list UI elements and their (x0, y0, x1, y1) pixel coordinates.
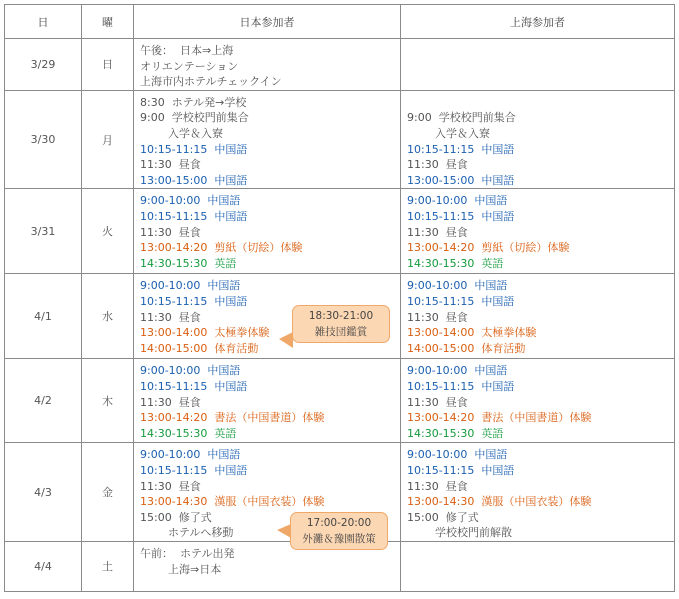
callout-walk-label: 外灘＆豫園散策 (302, 533, 376, 545)
shanghai-schedule-cell (401, 274, 675, 359)
weekday-cell: 木 (82, 359, 134, 443)
weekday-cell: 火 (82, 189, 134, 274)
schedule-line: 入学＆入寮 (407, 126, 490, 140)
callout-acrobatics-label: 雑技団鑑賞 (314, 326, 368, 338)
schedule-line (407, 95, 674, 111)
schedule-line: 13:00-14:20 書法（中国書道）体験 (407, 411, 592, 425)
schedule-line: 11:30 昼食 (140, 158, 201, 172)
callout-acrobatics (292, 305, 390, 343)
japan-schedule-cell (134, 359, 401, 443)
schedule-line: 15:00 修了式 (407, 510, 479, 524)
schedule-line: 10:15-11:15 中国語 (140, 463, 248, 477)
shanghai-schedule-cell (401, 189, 675, 274)
schedule-line: 10:15-11:15 中国語 (140, 379, 248, 393)
schedule-line: 13:00-14:00 太極拳体験 (407, 326, 537, 340)
header-japan-participants: 日本参加者 (134, 5, 401, 39)
schedule-line: 13:00-14:20 書法（中国書道）体験 (140, 411, 325, 425)
schedule-line: 11:30 昼食 (140, 225, 201, 239)
date-cell: 4/1 (5, 274, 82, 359)
schedule-line: 学校校門前解散 (407, 526, 512, 540)
shanghai-schedule-cell (401, 359, 675, 443)
schedule-line: 上海⇒日本 (140, 562, 222, 576)
schedule-line: 9:00-10:00 中国語 (140, 279, 241, 293)
date-cell: 4/2 (5, 359, 82, 443)
schedule-line: 14:30-15:30 英語 (407, 256, 504, 270)
schedule-line: 10:15-11:15 中国語 (407, 209, 515, 223)
japan-schedule-cell (134, 189, 401, 274)
date-cell: 3/29 (5, 39, 82, 91)
schedule-line: 9:00-10:00 中国語 (407, 279, 508, 293)
callout-acrobatics-time: 18:30-21:00 (308, 310, 374, 322)
schedule-line: 上海市内ホテルチェックイン (140, 75, 282, 89)
schedule-line: 9:00-10:00 中国語 (407, 364, 508, 378)
weekday-cell: 水 (82, 274, 134, 359)
weekday-cell: 土 (82, 541, 134, 591)
shanghai-schedule-cell (401, 541, 675, 591)
japan-schedule-cell (134, 39, 401, 91)
schedule-line: 10:15-11:15 中国語 (407, 142, 515, 156)
shanghai-schedule-cell (401, 90, 675, 189)
schedule-line: 13:00-14:30 漢服（中国衣装）体験 (140, 495, 325, 509)
schedule-line: 9:00-10:00 中国語 (140, 194, 241, 208)
schedule-line: 午後： 日本⇒上海 (140, 44, 234, 57)
schedule-line: 13:00-14:00 太極拳体験 (140, 326, 270, 340)
date-cell: 4/4 (5, 541, 82, 591)
callout-walk-pointer (277, 524, 291, 538)
schedule-line: 13:00-14:20 剪紙（切絵）体験 (140, 241, 303, 255)
date-cell: 3/31 (5, 189, 82, 274)
schedule-table (4, 4, 675, 592)
schedule-line: 11:30 昼食 (140, 479, 201, 493)
schedule-line: 入学＆入寮 (140, 126, 223, 140)
callout-walk (290, 512, 388, 550)
weekday-cell: 金 (82, 443, 134, 542)
header-shanghai-participants: 上海参加者 (401, 5, 675, 39)
schedule-line: 午前： ホテル出発 (140, 546, 235, 560)
schedule-line: 9:00-10:00 中国語 (407, 194, 508, 208)
schedule-row (5, 90, 675, 189)
schedule-line: 13:00-15:00 中国語 (407, 173, 515, 187)
header-row (5, 5, 675, 39)
schedule-line: 9:00 学校校門前集合 (407, 111, 516, 125)
schedule-line: 9:00-10:00 中国語 (407, 448, 508, 462)
schedule-line: 10:15-11:15 中国語 (407, 463, 515, 477)
date-cell: 3/30 (5, 90, 82, 189)
shanghai-schedule-cell (401, 443, 675, 542)
schedule-line: 9:00-10:00 中国語 (140, 364, 241, 378)
schedule-line: 10:15-11:15 中国語 (140, 142, 248, 156)
japan-schedule-cell (134, 90, 401, 189)
schedule-line: 11:30 昼食 (407, 310, 468, 324)
shanghai-schedule-cell (401, 39, 675, 91)
weekday-cell: 日 (82, 39, 134, 91)
schedule-line: 9:00-10:00 中国語 (140, 448, 241, 462)
schedule-row (5, 39, 675, 91)
schedule-line: 10:15-11:15 中国語 (140, 294, 248, 308)
date-cell: 4/3 (5, 443, 82, 542)
schedule-line: 11:30 昼食 (407, 395, 468, 409)
schedule-line: 14:30-15:30 英語 (140, 256, 237, 270)
schedule-row (5, 189, 675, 274)
schedule-line: 10:15-11:15 中国語 (407, 294, 515, 308)
header-day: 日 (5, 5, 82, 39)
schedule-line: 14:00-15:00 体育活動 (140, 341, 259, 355)
schedule-line: 11:30 昼食 (407, 479, 468, 493)
schedule-line: 11:30 昼食 (407, 158, 468, 172)
schedule-line: 11:30 昼食 (140, 310, 201, 324)
callout-acrobatics-pointer (279, 332, 293, 348)
schedule-line: 13:00-15:00 中国語 (140, 173, 248, 187)
schedule-line: 8:30 ホテル発→学校 (140, 95, 247, 109)
schedule-line: 10:15-11:15 中国語 (140, 209, 248, 223)
schedule-line: 13:00-14:30 漢服（中国衣装）体験 (407, 495, 592, 509)
schedule-line: 14:30-15:30 英語 (407, 426, 504, 440)
schedule-line: 11:30 昼食 (140, 395, 201, 409)
schedule-line: 9:00 学校校門前集合 (140, 111, 249, 125)
weekday-cell: 月 (82, 90, 134, 189)
schedule-line: オリエンテーション (140, 59, 239, 73)
schedule-line: 14:30-15:30 英語 (140, 426, 237, 440)
schedule-line: 13:00-14:20 剪紙（切絵）体験 (407, 241, 570, 255)
schedule-line: 15:00 修了式 (140, 510, 212, 524)
schedule-line: 14:00-15:00 体育活動 (407, 341, 526, 355)
schedule-line: 11:30 昼食 (407, 225, 468, 239)
header-weekday: 曜 (82, 5, 134, 39)
schedule-row (5, 359, 675, 443)
callout-walk-time: 17:00-20:00 (306, 517, 372, 529)
schedule-line: 10:15-11:15 中国語 (407, 379, 515, 393)
schedule-line: ホテルへ移動 (140, 526, 234, 540)
